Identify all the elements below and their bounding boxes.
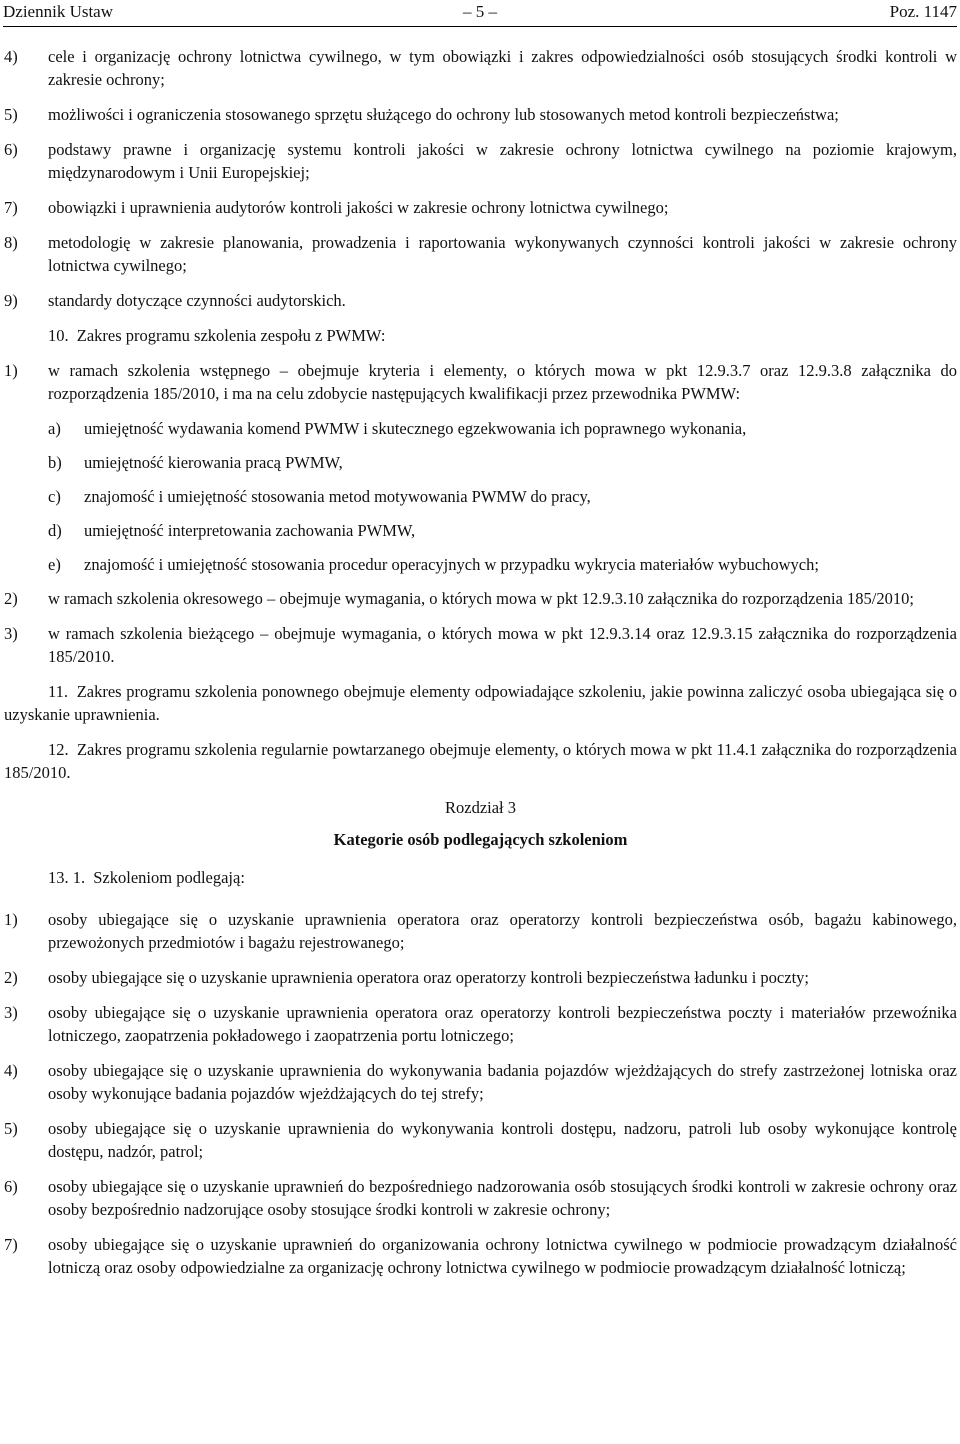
item-number: 1) <box>4 361 18 380</box>
item-number: 7) <box>4 198 18 217</box>
section-10 <box>4 324 957 347</box>
item-number: 7) <box>4 1235 18 1254</box>
page-number: – 5 – <box>463 2 497 21</box>
item-number: 5) <box>4 1119 18 1138</box>
item-text: obowiązki i uprawnienia audytorów kontroli jakości w zakresie ochrony lotnictwa cywilnego; <box>48 198 669 217</box>
item-number: 2) <box>4 968 18 987</box>
section-number: 10. <box>48 326 69 345</box>
section-number: 11. <box>48 682 69 701</box>
section-text: Zakres programu szkolenia ponownego obejmuje elementy odpowiadające szkoleniu, jakie powinna zaliczyć osoba ubiegająca się o uzyskanie uprawnienia. <box>4 682 958 724</box>
item-number: 5) <box>4 105 18 124</box>
list-item <box>4 1233 957 1279</box>
list-item <box>4 1001 957 1047</box>
item-text: standardy dotyczące czynności audytorskich. <box>48 291 346 310</box>
item-number: 6) <box>4 1177 18 1196</box>
list-item <box>4 45 957 91</box>
item-text: osoby ubiegające się o uzyskanie uprawnienia operatora oraz operatorzy kontroli bezpieczeństwa ładunku i poczty; <box>48 968 809 987</box>
item-number: 6) <box>4 140 18 159</box>
journal-name: Dziennik Ustaw <box>3 2 114 21</box>
item-text: w ramach szkolenia wstępnego – obejmuje kryteria i elementy, o których mowa w pkt 12.9.3.7 oraz 12.9.3.8 załącznika do rozporządzenia 185/2010, i ma na celu zdobycie następujących kwalifikacji przez przewodnika PWMW: <box>48 361 957 403</box>
item-text: cele i organizację ochrony lotnictwa cywilnego, w tym obowiązki i zakres odpowiedzialności osób stosujących środki kontroli w zakresie ochrony; <box>48 47 957 89</box>
chapter-title: Kategorie osób podlegających szkoleniom <box>333 830 628 849</box>
item-number: 3) <box>4 624 18 643</box>
page-header <box>3 0 957 27</box>
item-text: metodologię w zakresie planowania, prowadzenia i raportowania wykonywanych czynności kontroli jakości w zakresie ochrony lotnictwa cywilnego; <box>48 233 957 275</box>
section-text: Zakres programu szkolenia regularnie powtarzanego obejmuje elementy, o których mowa w pkt 11.4.1 załącznika do rozporządzenia 185/2010. <box>4 740 957 782</box>
item-text: podstawy prawne i organizację systemu kontroli jakości w zakresie ochrony lotnictwa cywilnego na poziomie krajowym, międzynarodowym i Unii Europejskiej; <box>48 140 957 182</box>
item-text: osoby ubiegające się o uzyskanie uprawnień do bezpośredniego nadzorowania osób stosujących środki kontroli w zakresie ochrony oraz osoby bezpośrednio nadzorujące osoby stosujące środki kontroli w zakresie ochrony; <box>48 1177 957 1219</box>
item-text: osoby ubiegające się o uzyskanie uprawnienia operatora oraz operatorzy kontroli bezpieczeństwa poczty i materiałów przewoźnika lotniczego, zaopatrzenia pokładowego i zaopatrzenia portu lotniczego; <box>48 1003 957 1045</box>
item-number: 4) <box>4 47 18 66</box>
sub-item-letter: d) <box>48 521 62 540</box>
list-item <box>4 231 957 277</box>
chapter-number: Rozdział 3 <box>444 798 517 817</box>
list-item <box>4 622 957 668</box>
sub-item <box>4 485 957 508</box>
list-item <box>4 103 957 126</box>
section-13-intro <box>48 866 245 889</box>
sub-item-letter: a) <box>48 419 61 438</box>
item-text: osoby ubiegające się o uzyskanie uprawnienia operatora oraz operatorzy kontroli bezpieczeństwa osób, bagażu kabinowego, przewożonych przedmiotów i bagażu rejestrowanego; <box>48 910 957 952</box>
list-item <box>4 196 957 219</box>
item-number: 1) <box>4 910 18 929</box>
list-item <box>4 908 957 954</box>
item-number: 3) <box>4 1003 18 1022</box>
item-text: w ramach szkolenia bieżącego – obejmuje wymagania, o których mowa w pkt 12.9.3.14 oraz 12.9.3.15 załącznika do rozporządzenia 185/2010. <box>48 624 957 666</box>
item-text: możliwości i ograniczenia stosowanego sprzętu służącego do ochrony lub stosowanych metod kontroli bezpieczeństwa; <box>48 105 839 124</box>
document-body <box>4 45 957 1291</box>
sub-item-text: znajomość i umiejętność stosowania procedur operacyjnych w przypadku wykrycia materiałów wybuchowych; <box>84 555 819 574</box>
item-text: osoby ubiegające się o uzyskanie uprawnień do organizowania ochrony lotnictwa cywilnego w podmiocie prowadzącym działalność lotniczą oraz osoby odpowiedzialne za organizację ochrony lotnictwa cywilnego w podmiocie prowadzącym działalność lotniczą; <box>48 1235 957 1277</box>
item-number: 4) <box>4 1061 18 1080</box>
item-number: 2) <box>4 589 18 608</box>
position-number: Poz. 1147 <box>889 2 957 21</box>
chapter-heading <box>4 796 957 908</box>
list-item <box>4 138 957 184</box>
section-number: 13. 1. <box>48 868 86 887</box>
sub-item-letter: b) <box>48 453 62 472</box>
sub-item-letter: c) <box>48 487 61 506</box>
sub-item-text: znajomość i umiejętność stosowania metod motywowania PWMW do pracy, <box>84 487 591 506</box>
list-item <box>4 359 957 405</box>
item-text: w ramach szkolenia okresowego – obejmuje wymagania, o których mowa w pkt 12.9.3.10 załącznika do rozporządzenia 185/2010; <box>48 589 914 608</box>
section-text: Zakres programu szkolenia zespołu z PWMW: <box>76 326 386 345</box>
list-item <box>4 1117 957 1163</box>
list-item <box>4 1059 957 1105</box>
sub-item <box>4 417 957 440</box>
sub-item-text: umiejętność kierowania pracą PWMW, <box>84 453 343 472</box>
section-11 <box>4 680 957 726</box>
sub-item-text: umiejętność wydawania komend PWMW i skutecznego egzekwowania ich poprawnego wykonania, <box>84 419 747 438</box>
section-text: Szkoleniom podlegają: <box>93 868 245 887</box>
sub-item-text: umiejętność interpretowania zachowania PWMW, <box>84 521 416 540</box>
list-item <box>4 587 957 610</box>
item-number: 8) <box>4 233 18 252</box>
item-text: osoby ubiegające się o uzyskanie uprawnienia do wykonywania badania pojazdów wjeżdżających do strefy zastrzeżonej lotniska oraz osoby wykonujące badania pojazdów wjeżdżających do tej strefy; <box>48 1061 957 1103</box>
list-item <box>4 289 957 312</box>
sub-item <box>4 519 957 542</box>
section-number: 12. <box>48 740 69 759</box>
sub-item-letter: e) <box>48 555 61 574</box>
item-text: osoby ubiegające się o uzyskanie uprawnienia do wykonywania kontroli dostępu, nadzoru, patroli lub osoby wykonujące kontrolę dostępu, nadzór, patrol; <box>48 1119 957 1161</box>
section-12 <box>4 738 957 784</box>
list-item <box>4 1175 957 1221</box>
sub-item <box>4 451 957 474</box>
item-number: 9) <box>4 291 18 310</box>
sub-item <box>4 553 957 576</box>
list-item <box>4 966 957 989</box>
